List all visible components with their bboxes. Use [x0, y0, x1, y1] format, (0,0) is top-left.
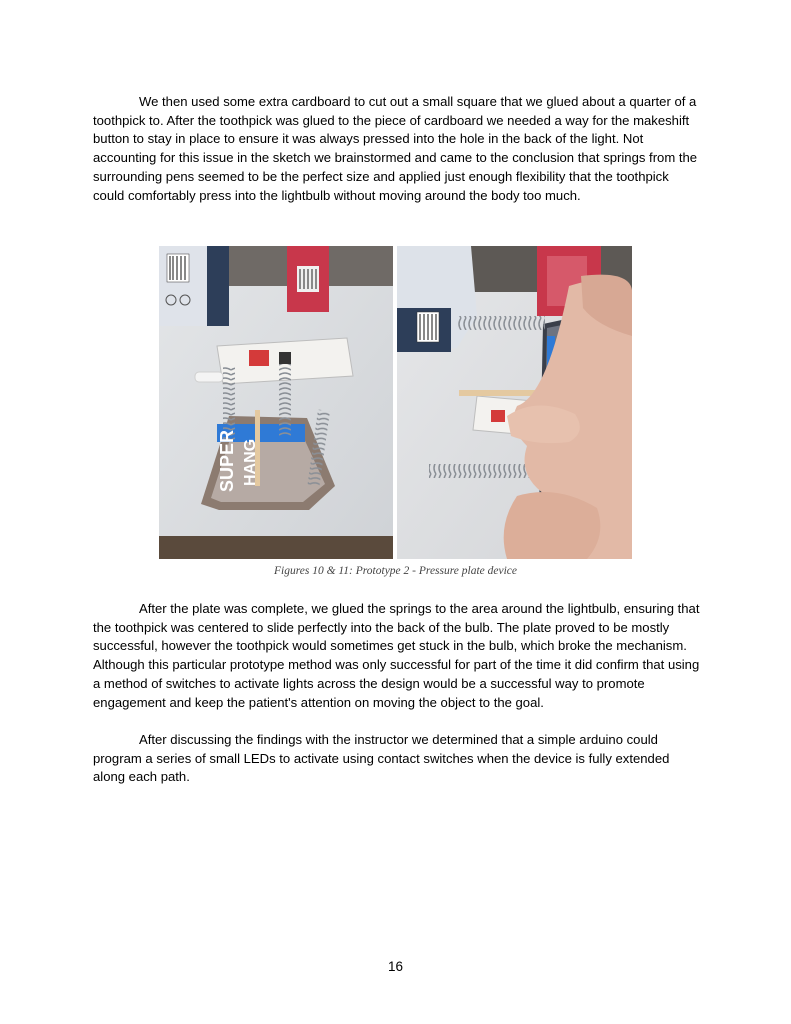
photo-label-super: SUPER — [217, 429, 237, 492]
figure-caption: Figures 10 & 11: Prototype 2 - Pressure plate device — [273, 565, 518, 577]
photo-label-hang: HANG — [242, 438, 259, 486]
page-number: 16 — [387, 959, 404, 974]
paragraph-3: After discussing the findings with the instructor we determined that a simple arduino could program a series of small LEDs to activate using contact switches when the device is fully extended along each path. — [93, 732, 670, 785]
figure-10-photo — [159, 246, 393, 559]
figure-11-photo — [397, 246, 632, 559]
paragraph-2: After the plate was complete, we glued the springs to the area around the lightbulb, ensuring that the toothpick was centered to slide perfectly into the back of the bulb. The plate proved to be mostly successful, however the toothpick would sometimes get stuck in the bulb, which broke the mechanism. Although this particular prototype method was only successful for part of the time it did confirm that using a method of switches to activate lights across the design would be a successful way to promote engagement and keep the patient's attention on moving the object to the goal. — [93, 601, 700, 710]
paragraph-1: We then used some extra cardboard to cut out a small square that we glued about a quarter of a toothpick to. After the toothpick was glued to the piece of cardboard we needed a way for the makeshift button to stay in place to ensure it was always pressed into the hole in the back of the light. Not accounting for this issue in the sketch we brainstormed and came to the conclusion that springs from the surrounding pens seemed to be the perfect size and applied just enough flexibility that the toothpick could comfortably press into the lightbulb without moving around the body too much. — [93, 94, 698, 203]
